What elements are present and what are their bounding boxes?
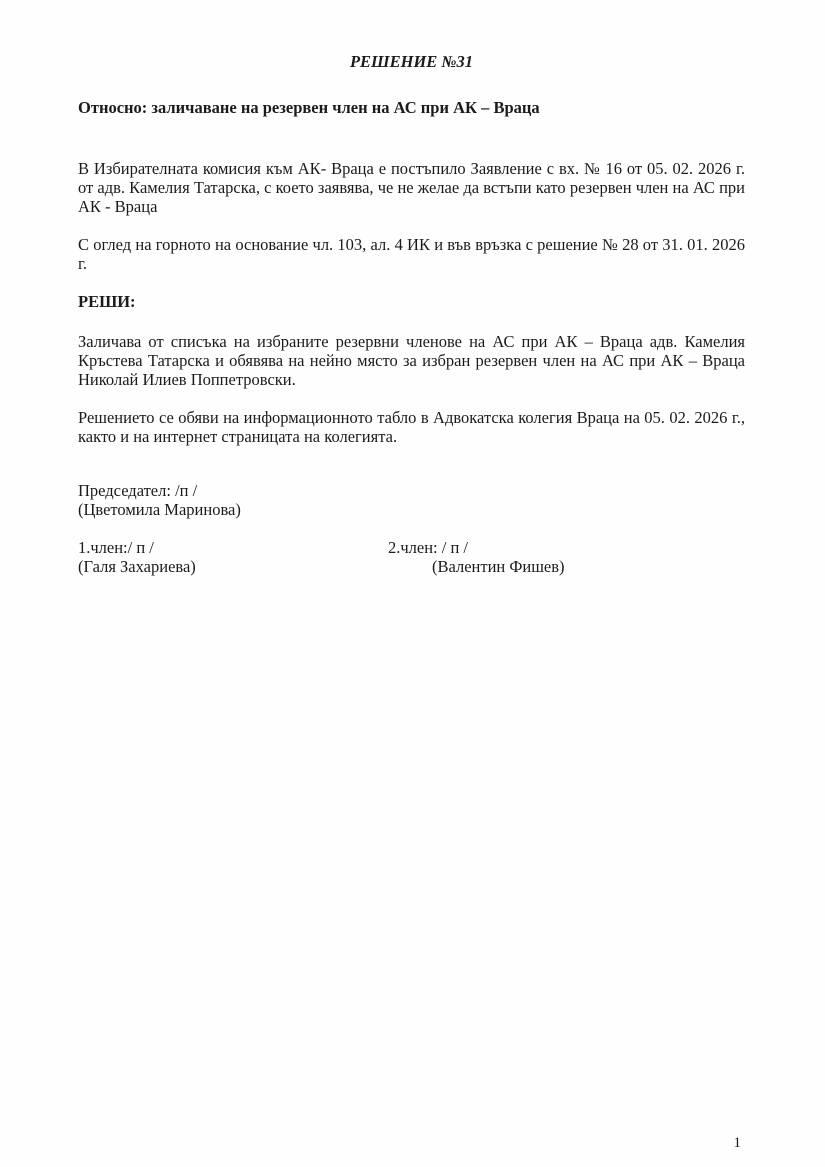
member2-signature-label: 2.член: / п /: [388, 538, 469, 557]
paragraph-intake: В Избирателната комисия към АК- Враца е постъпило Заявление с вх. № 16 от 05. 02. 2026 г. от адв. Камелия Татарска, с което заявява, че не желае да встъпи като резервен член на АС при АК - Враца: [78, 159, 745, 216]
chairman-signature-label: Председател: /п /: [78, 481, 198, 500]
chairman-name: (Цветомила Маринова): [78, 500, 241, 519]
decision-heading: РЕШИ:: [78, 292, 136, 311]
document-title: РЕШЕНИЕ №31: [349, 52, 474, 71]
member1-signature-label: 1.член:/ п /: [78, 538, 154, 557]
paragraph-publication: Решението се обяви на информационното табло в Адвокатска колегия Враца на 05. 02. 2026 г., както и на интернет страницата на колегията.: [78, 408, 745, 446]
page-number: 1: [733, 1135, 741, 1151]
paragraph-decision: Заличава от списъка на избраните резервни членове на АС при АК – Враца адв. Камелия Кръстева Татарска и обявява на нейно място за избран резервен член на АС при АК – Враца Николай Илиев Поппетровски.: [78, 332, 745, 389]
member1-name: (Галя Захариева): [78, 557, 196, 576]
members-signature-row: [78, 538, 745, 576]
paragraph-grounds: С оглед на горното на основание чл. 103, ал. 4 ИК и във връзка с решение № 28 от 31. 01. 2026 г.: [78, 235, 745, 273]
document-subject-line: Относно: заличаване на резервен член на АС при АК – Враца: [78, 98, 540, 117]
signature-block: [78, 481, 745, 576]
member1-signature: [78, 538, 388, 576]
member2-signature: [388, 538, 745, 576]
member2-name: (Валентин Фишев): [432, 557, 565, 576]
